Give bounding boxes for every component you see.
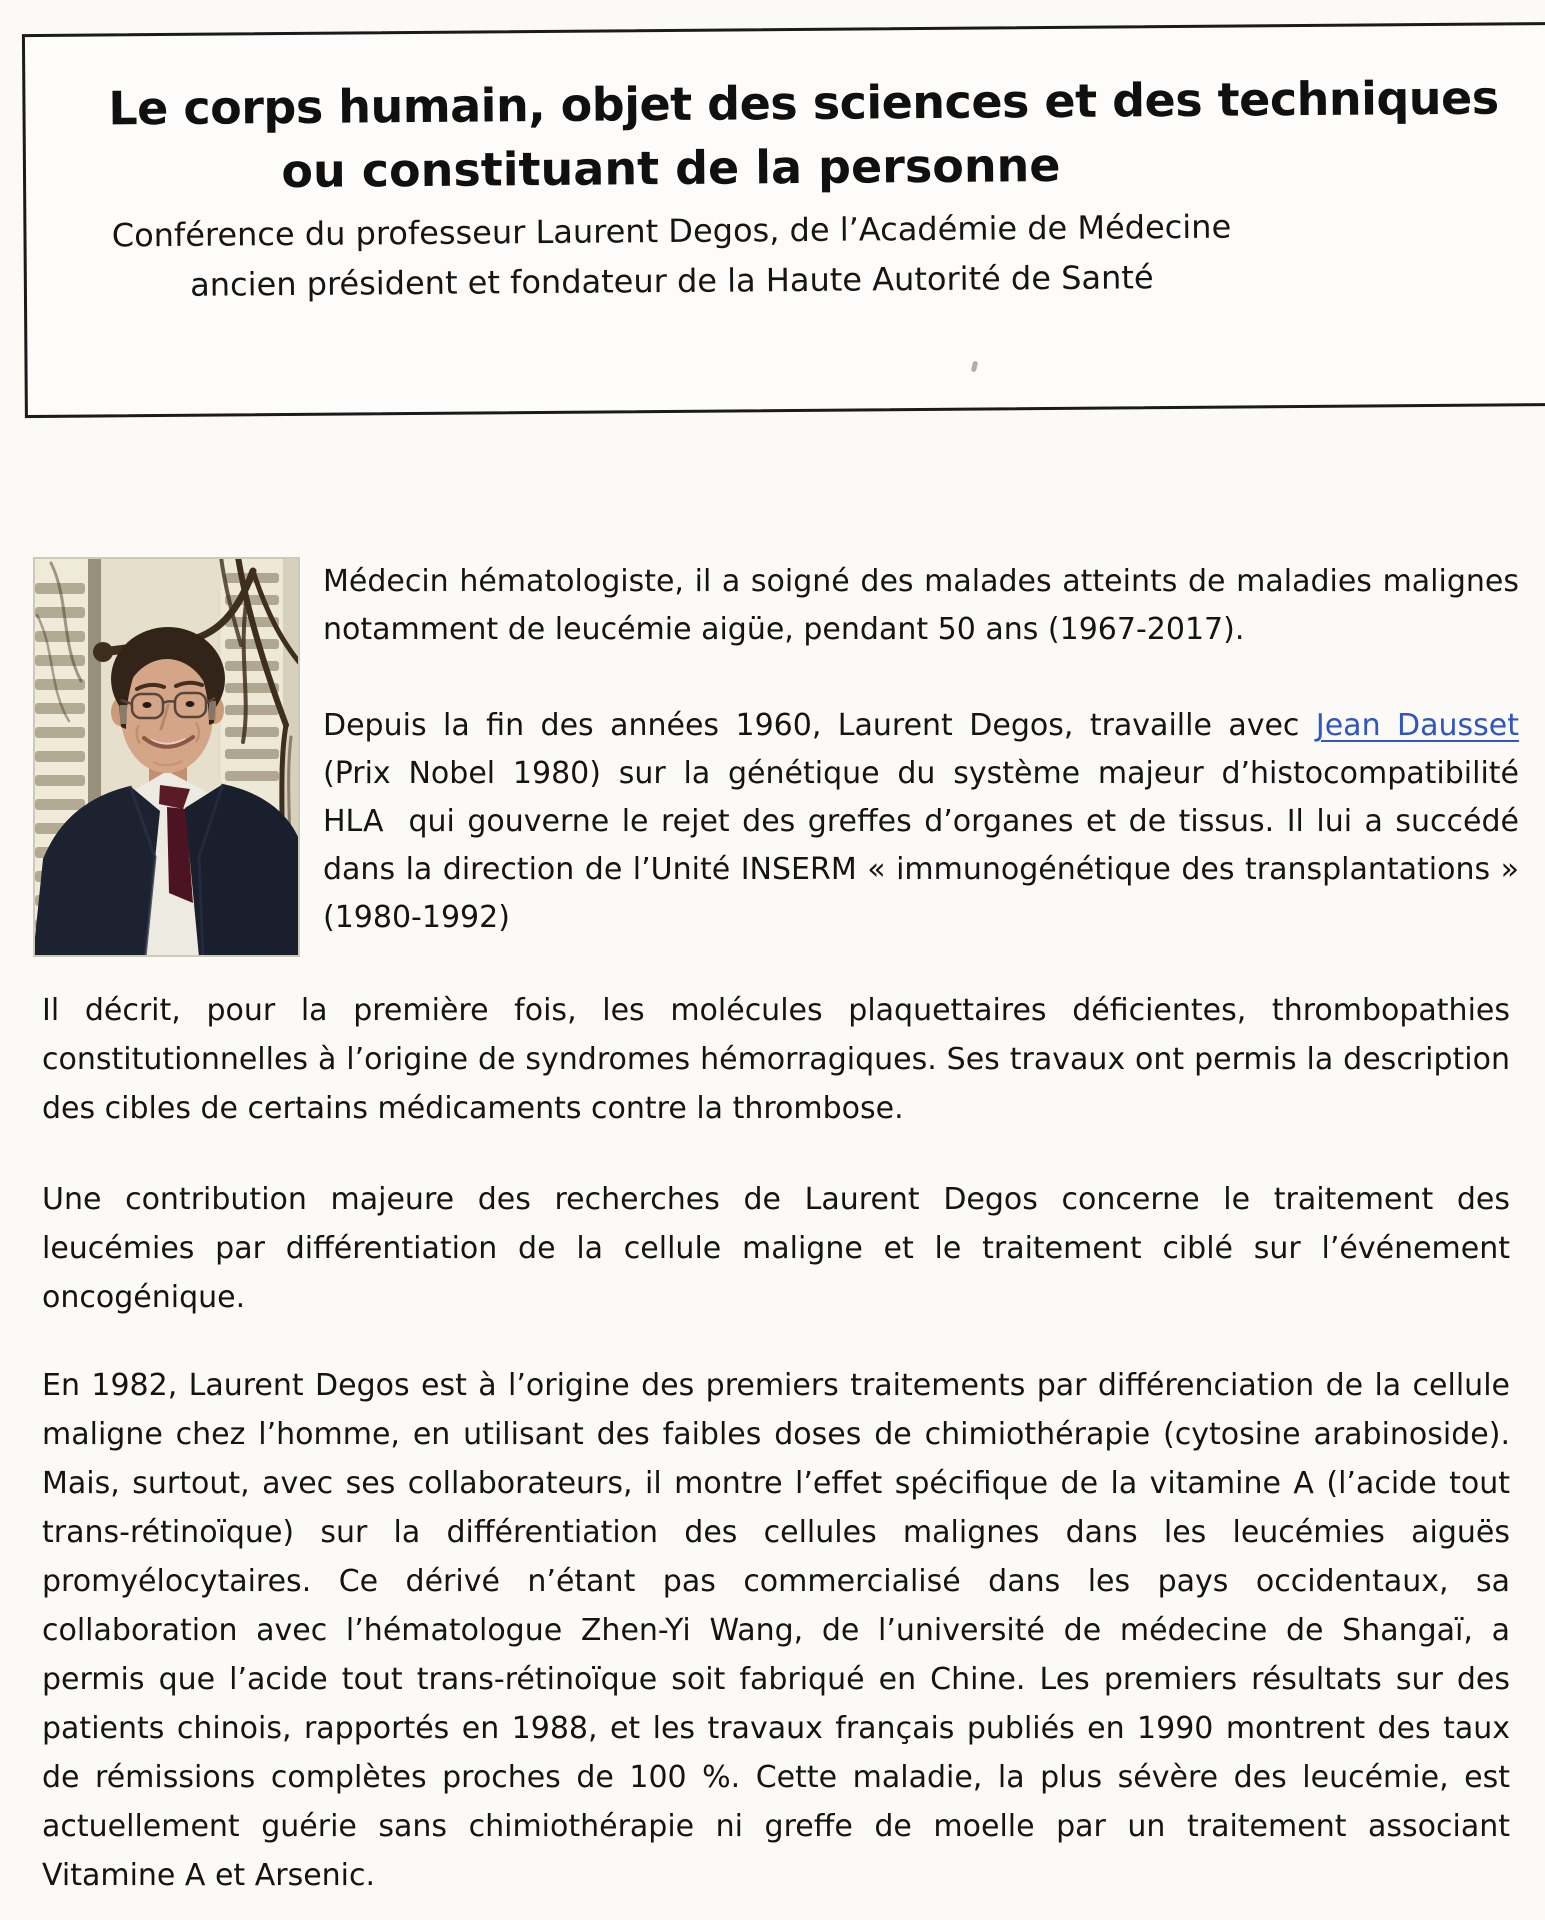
page-title-line2: ou constituant de la personne (281, 137, 1061, 199)
header-centered-group (26, 133, 1317, 309)
page-title-line1: Le corps humain, objet des sciences et des techniques (108, 70, 1499, 136)
body-paragraph-3: En 1982, Laurent Degos est à l’origine des premiers traitements par différenciation de la cellule maligne chez l’homme, en utilisant des faibles doses de chimiothérapie (cytosine arabinoside). Mais, surtout, avec ses collaborateurs, il montre l’effet spécifique de la vitamine A (l’acide tout trans-rétinoïque) sur la différentiation des cellules malignes dans les leucémies aiguës promyélocytaires. Ce dérivé n’étant pas commercialisé dans les pays occidentaux, sa collaboration avec l’hématologue Zhen-Yi Wang, de l’université de médecine de Shangaï, a permis que l’acide tout trans-rétinoïque soit fabriqué en Chine. Les premiers résultats sur des patients chinois, rapportés en 1988, et les travaux français publiés en 1990 montrent des taux de rémissions complètes proches de 100 %. Cette maladie, la plus sévère des leucémie, est actuellement guérie sans chimiothérapie ni greffe de moelle par un traitement associant Vitamine A et Arsenic. (42, 1368, 1510, 1893)
body-paragraph-1: Il décrit, pour la première fois, les molécules plaquettaires déficientes, thrombopathies constitutionnelles à l’origine de syndromes hémorragiques. Ses travaux ont permis la description des cibles de certains médicaments contre la thrombose. (42, 993, 1510, 1126)
portrait-photo (33, 557, 300, 957)
jean-dausset-link[interactable]: Jean Dausset (1315, 708, 1519, 743)
bio-paragraph-2 (323, 702, 1519, 942)
portrait-photo-drawing (33, 557, 300, 957)
bio-paragraph-2-after-link: (Prix Nobel 1980) sur la génétique du système majeur d’histocompatibilité HLA qui gouverne le rejet des greffes d’organes et de tissus. Il lui a succédé dans la direction de l’Unité INSERM « immunogénétique des transplantations » (1980-1992) (323, 756, 1519, 935)
bio-paragraph-1: Médecin hématologiste, il a soigné des malades atteints de maladies malignes notamment de leucémie aigüe, pendant 50 ans (1967-2017). (323, 564, 1519, 647)
subtitle-line2: ancien président et fondateur de la Haute Autorité de Santé (190, 258, 1154, 304)
subtitle-line1: Conférence du professeur Laurent Degos, de l’Académie de Médecine (111, 207, 1232, 255)
body-paragraph-2: Une contribution majeure des recherches de Laurent Degos concerne le traitement des leucémies par différentiation de la cellule maligne et le traitement ciblé sur l’événement oncogénique. (42, 1182, 1510, 1315)
bio-paragraph-2-before-link: Depuis la fin des années 1960, Laurent Degos, travaille avec (323, 708, 1316, 743)
bio-text-block (323, 558, 1519, 942)
header-box (22, 22, 1545, 418)
